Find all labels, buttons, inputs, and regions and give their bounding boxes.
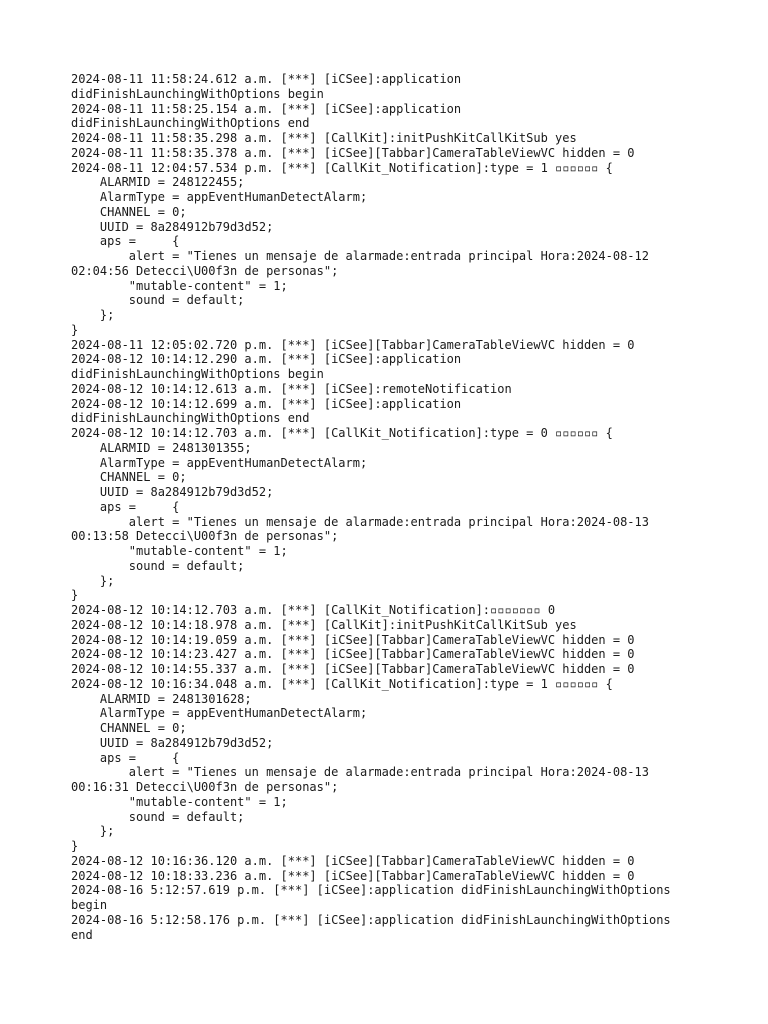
log-line: UUID = 8a284912b79d3d52;: [71, 219, 274, 234]
log-line: 2024-08-12 10:14:19.059 a.m. [***] [iCSee][Tabbar]CameraTableViewVC hidden = 0: [71, 632, 635, 647]
log-line: }: [71, 322, 79, 337]
log-line: 00:13:58 Detecci\U00f3n de personas";: [71, 529, 339, 544]
log-line: 2024-08-16 5:12:58.176 p.m. [***] [iCSee]:application didFinishLaunchingWithOptions: [71, 912, 671, 927]
log-line: 2024-08-11 11:58:35.378 a.m. [***] [iCSee][Tabbar]CameraTableViewVC hidden = 0: [71, 145, 635, 160]
log-line: sound = default;: [71, 558, 245, 573]
log-line: UUID = 8a284912b79d3d52;: [71, 735, 274, 750]
log-line: CHANNEL = 0;: [71, 470, 187, 485]
log-line: CHANNEL = 0;: [71, 204, 187, 219]
log-text: [71, 72, 711, 942]
log-line: 2024-08-12 10:14:12.699 a.m. [***] [iCSee]:application: [71, 396, 462, 411]
log-line: 2024-08-12 10:14:12.290 a.m. [***] [iCSee]:application: [71, 352, 462, 367]
log-line: aps = {: [71, 750, 180, 765]
log-line: alert = "Tienes un mensaje de alarmade:entrada principal Hora:2024-08-12: [71, 249, 649, 263]
log-line: 2024-08-12 10:16:34.048 a.m. [***] [CallKit_Notification]:type = 1 ▫▫▫▫▫▫ {: [71, 676, 613, 691]
log-line: 2024-08-11 12:05:02.720 p.m. [***] [iCSee][Tabbar]CameraTableViewVC hidden = 0: [71, 337, 635, 352]
log-line: alert = "Tienes un mensaje de alarmade:entrada principal Hora:2024-08-13: [71, 765, 649, 780]
log-line: }: [71, 839, 79, 853]
log-line: "mutable-content" = 1;: [71, 794, 288, 809]
log-line: }: [71, 588, 79, 603]
log-line: alert = "Tienes un mensaje de alarmade:entrada principal Hora:2024-08-13: [71, 514, 649, 529]
log-line: 2024-08-11 11:58:25.154 a.m. [***] [iCSee]:application: [71, 101, 462, 116]
log-line: didFinishLaunchingWithOptions end: [71, 116, 310, 131]
log-line: AlarmType = appEventHumanDetectAlarm;: [71, 455, 368, 470]
log-line: end: [71, 927, 93, 942]
log-line: };: [71, 573, 115, 588]
log-line: begin: [71, 898, 108, 912]
log-line: 2024-08-16 5:12:57.619 p.m. [***] [iCSee]:application didFinishLaunchingWithOptions: [71, 883, 671, 898]
log-line: didFinishLaunchingWithOptions begin: [71, 86, 324, 101]
log-line: didFinishLaunchingWithOptions begin: [71, 367, 324, 381]
log-line: };: [71, 308, 115, 322]
log-line: aps = {: [71, 234, 180, 249]
log-line: 02:04:56 Detecci\U00f3n de personas";: [71, 263, 339, 278]
log-line: 2024-08-12 10:14:12.703 a.m. [***] [CallKit_Notification]:type = 0 ▫▫▫▫▫▫ {: [71, 426, 613, 440]
log-line: ALARMID = 2481301355;: [71, 440, 252, 455]
log-line: 2024-08-12 10:16:36.120 a.m. [***] [iCSee][Tabbar]CameraTableViewVC hidden = 0: [71, 853, 635, 868]
log-line: 2024-08-11 11:58:35.298 a.m. [***] [CallKit]:initPushKitCallKitSub yes: [71, 131, 577, 145]
log-line: 2024-08-11 11:58:24.612 a.m. [***] [iCSee]:application: [71, 72, 462, 86]
log-line: didFinishLaunchingWithOptions end: [71, 411, 310, 426]
log-line: "mutable-content" = 1;: [71, 544, 288, 558]
log-line: 2024-08-12 10:14:55.337 a.m. [***] [iCSee][Tabbar]CameraTableViewVC hidden = 0: [71, 662, 635, 676]
log-line: UUID = 8a284912b79d3d52;: [71, 485, 274, 499]
log-line: 2024-08-12 10:18:33.236 a.m. [***] [iCSee][Tabbar]CameraTableViewVC hidden = 0: [71, 868, 635, 883]
log-line: 2024-08-12 10:14:12.613 a.m. [***] [iCSee]:remoteNotification: [71, 381, 512, 396]
log-line: CHANNEL = 0;: [71, 721, 187, 735]
log-line: 2024-08-12 10:14:23.427 a.m. [***] [iCSee][Tabbar]CameraTableViewVC hidden = 0: [71, 647, 635, 662]
log-line: 2024-08-11 12:04:57.534 p.m. [***] [CallKit_Notification]:type = 1 ▫▫▫▫▫▫ {: [71, 160, 613, 175]
log-line: };: [71, 824, 115, 839]
log-line: AlarmType = appEventHumanDetectAlarm;: [71, 190, 368, 204]
log-line: 00:16:31 Detecci\U00f3n de personas";: [71, 780, 339, 794]
log-line: sound = default;: [71, 809, 245, 824]
log-line: "mutable-content" = 1;: [71, 278, 288, 293]
log-line: 2024-08-12 10:14:12.703 a.m. [***] [CallKit_Notification]:▫▫▫▫▫▫▫ 0: [71, 603, 556, 617]
log-line: 2024-08-12 10:14:18.978 a.m. [***] [CallKit]:initPushKitCallKitSub yes: [71, 617, 577, 632]
log-line: AlarmType = appEventHumanDetectAlarm;: [71, 706, 368, 721]
log-line: aps = {: [71, 499, 180, 514]
log-line: ALARMID = 248122455;: [71, 175, 245, 190]
log-line: ALARMID = 2481301628;: [71, 691, 252, 706]
log-line: sound = default;: [71, 293, 245, 308]
